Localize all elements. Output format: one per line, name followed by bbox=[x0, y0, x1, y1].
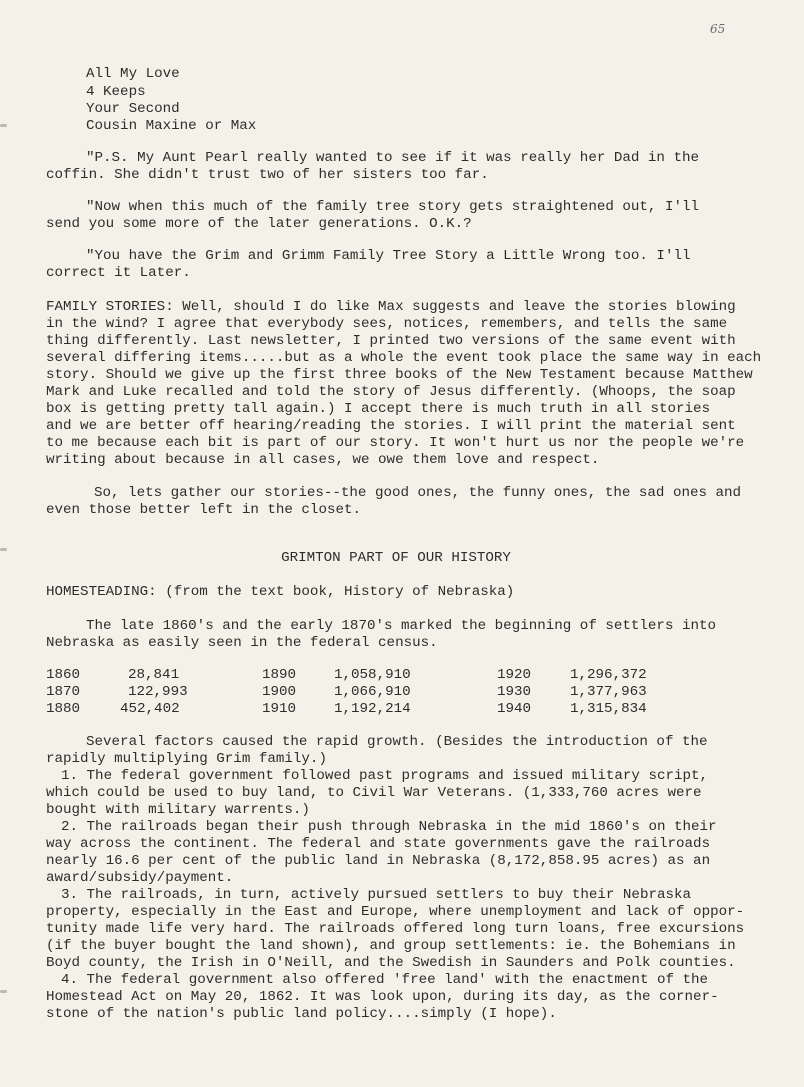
census-population: 1,377,963 bbox=[570, 684, 647, 700]
census-intro-line: The late 1860's and the early 1870's marked the beginning of settlers into bbox=[86, 618, 717, 634]
factor-line: 3. The railroads, in turn, actively pursued settlers to buy their Nebraska bbox=[61, 887, 692, 903]
census-population: 122,993 bbox=[128, 684, 188, 700]
family-stories-line: writing about because in all cases, we owe them love and respect. bbox=[46, 452, 600, 468]
census-population: 1,066,910 bbox=[334, 684, 411, 700]
census-year: 1910 bbox=[262, 701, 297, 717]
census-year: 1880 bbox=[46, 701, 81, 717]
factors-intro-line: rapidly multiplying Grim family.) bbox=[46, 751, 327, 767]
gather-line: So, lets gather our stories--the good ones, the funny ones, the sad ones and bbox=[94, 485, 742, 501]
family-stories-line: in the wind? I agree that everybody sees, notices, remembers, and tells the same bbox=[46, 316, 728, 332]
factor-line: stone of the nation's public land policy....simply (I hope). bbox=[46, 1006, 557, 1022]
factor-line: 1. The federal government followed past programs and issued military script, bbox=[61, 768, 709, 784]
family-stories-line: Mark and Luke recalled and told the story of Jesus differently. (Whoops, the soap bbox=[46, 384, 736, 400]
binder-hole-mark bbox=[0, 548, 7, 551]
census-population: 1,296,372 bbox=[570, 667, 647, 683]
signoff-line: Cousin Maxine or Max bbox=[86, 118, 257, 134]
census-year: 1860 bbox=[46, 667, 81, 683]
census-population: 1,192,214 bbox=[334, 701, 411, 717]
homesteading-heading: HOMESTEADING: (from the text book, History of Nebraska) bbox=[46, 584, 515, 600]
family-stories-line: and we are better off hearing/reading the stories. I will print the material sent bbox=[46, 418, 736, 434]
census-population: 1,315,834 bbox=[570, 701, 647, 717]
factor-line: nearly 16.6 per cent of the public land in Nebraska (8,172,858.95 acres) as an bbox=[46, 853, 711, 869]
census-intro-line: Nebraska as easily seen in the federal census. bbox=[46, 635, 438, 651]
factor-line: Boyd county, the Irish in O'Neill, and the Swedish in Saunders and Polk counties. bbox=[46, 955, 736, 971]
grim-line: "You have the Grim and Grimm Family Tree Story a Little Wrong too. I'll bbox=[86, 248, 691, 264]
tree-line: "Now when this much of the family tree story gets straightened out, I'll bbox=[86, 199, 699, 215]
census-population: 452,402 bbox=[120, 701, 180, 717]
census-year: 1900 bbox=[262, 684, 297, 700]
section-heading: GRIMTON PART OF OUR HISTORY bbox=[281, 550, 511, 566]
census-year: 1890 bbox=[262, 667, 297, 683]
census-year: 1930 bbox=[497, 684, 532, 700]
family-stories-line: thing differently. Last newsletter, I printed two versions of the same event with bbox=[46, 333, 736, 349]
factor-line: tunity made life very hard. The railroads offered long turn loans, free excursions bbox=[46, 921, 745, 937]
signoff-line: Your Second bbox=[86, 101, 180, 117]
signoff-line: 4 Keeps bbox=[86, 84, 146, 100]
census-population: 1,058,910 bbox=[334, 667, 411, 683]
family-stories-line: box is getting pretty tall again.) I accept there is much truth in all stories bbox=[46, 401, 711, 417]
family-stories-line: FAMILY STORIES: Well, should I do like Max suggests and leave the stories blowing bbox=[46, 299, 736, 315]
census-year: 1870 bbox=[46, 684, 81, 700]
factor-line: way across the continent. The federal and state governments gave the railroads bbox=[46, 836, 711, 852]
factor-line: (if the buyer bought the land shown), and group settlements: ie. the Bohemians in bbox=[46, 938, 736, 954]
tree-line: send you some more of the later generations. O.K.? bbox=[46, 216, 472, 232]
factors-intro-line: Several factors caused the rapid growth. (Besides the introduction of the bbox=[86, 734, 708, 750]
signoff-line: All My Love bbox=[86, 66, 180, 82]
family-stories-line: story. Should we give up the first three books of the New Testament because Matthew bbox=[46, 367, 753, 383]
family-stories-line: to me because each bit is part of our story. It won't hurt us nor the people we're bbox=[46, 435, 745, 451]
census-year: 1940 bbox=[497, 701, 532, 717]
binder-hole-mark bbox=[0, 124, 7, 127]
grim-line: correct it Later. bbox=[46, 265, 191, 281]
census-year: 1920 bbox=[497, 667, 532, 683]
binder-hole-mark bbox=[0, 990, 7, 993]
factor-line: property, especially in the East and Europe, where unemployment and lack of oppor- bbox=[46, 904, 745, 920]
factor-line: which could be used to buy land, to Civil War Veterans. (1,333,760 acres were bbox=[46, 785, 702, 801]
factor-line: 4. The federal government also offered 'free land' with the enactment of the bbox=[61, 972, 709, 988]
factor-line: Homestead Act on May 20, 1862. It was look upon, during its day, as the corner- bbox=[46, 989, 719, 1005]
ps-line: "P.S. My Aunt Pearl really wanted to see if it was really her Dad in the bbox=[86, 150, 699, 166]
family-stories-line: several differing items.....but as a whole the event took place the same way in each bbox=[46, 350, 762, 366]
factor-line: award/subsidy/payment. bbox=[46, 870, 234, 886]
factor-line: bought with military warrents.) bbox=[46, 802, 310, 818]
census-population: 28,841 bbox=[128, 667, 180, 683]
gather-line: even those better left in the closet. bbox=[46, 502, 362, 518]
page-number: 65 bbox=[710, 22, 726, 36]
ps-line: coffin. She didn't trust two of her sisters too far. bbox=[46, 167, 489, 183]
factor-line: 2. The railroads began their push through Nebraska in the mid 1860's on their bbox=[61, 819, 717, 835]
